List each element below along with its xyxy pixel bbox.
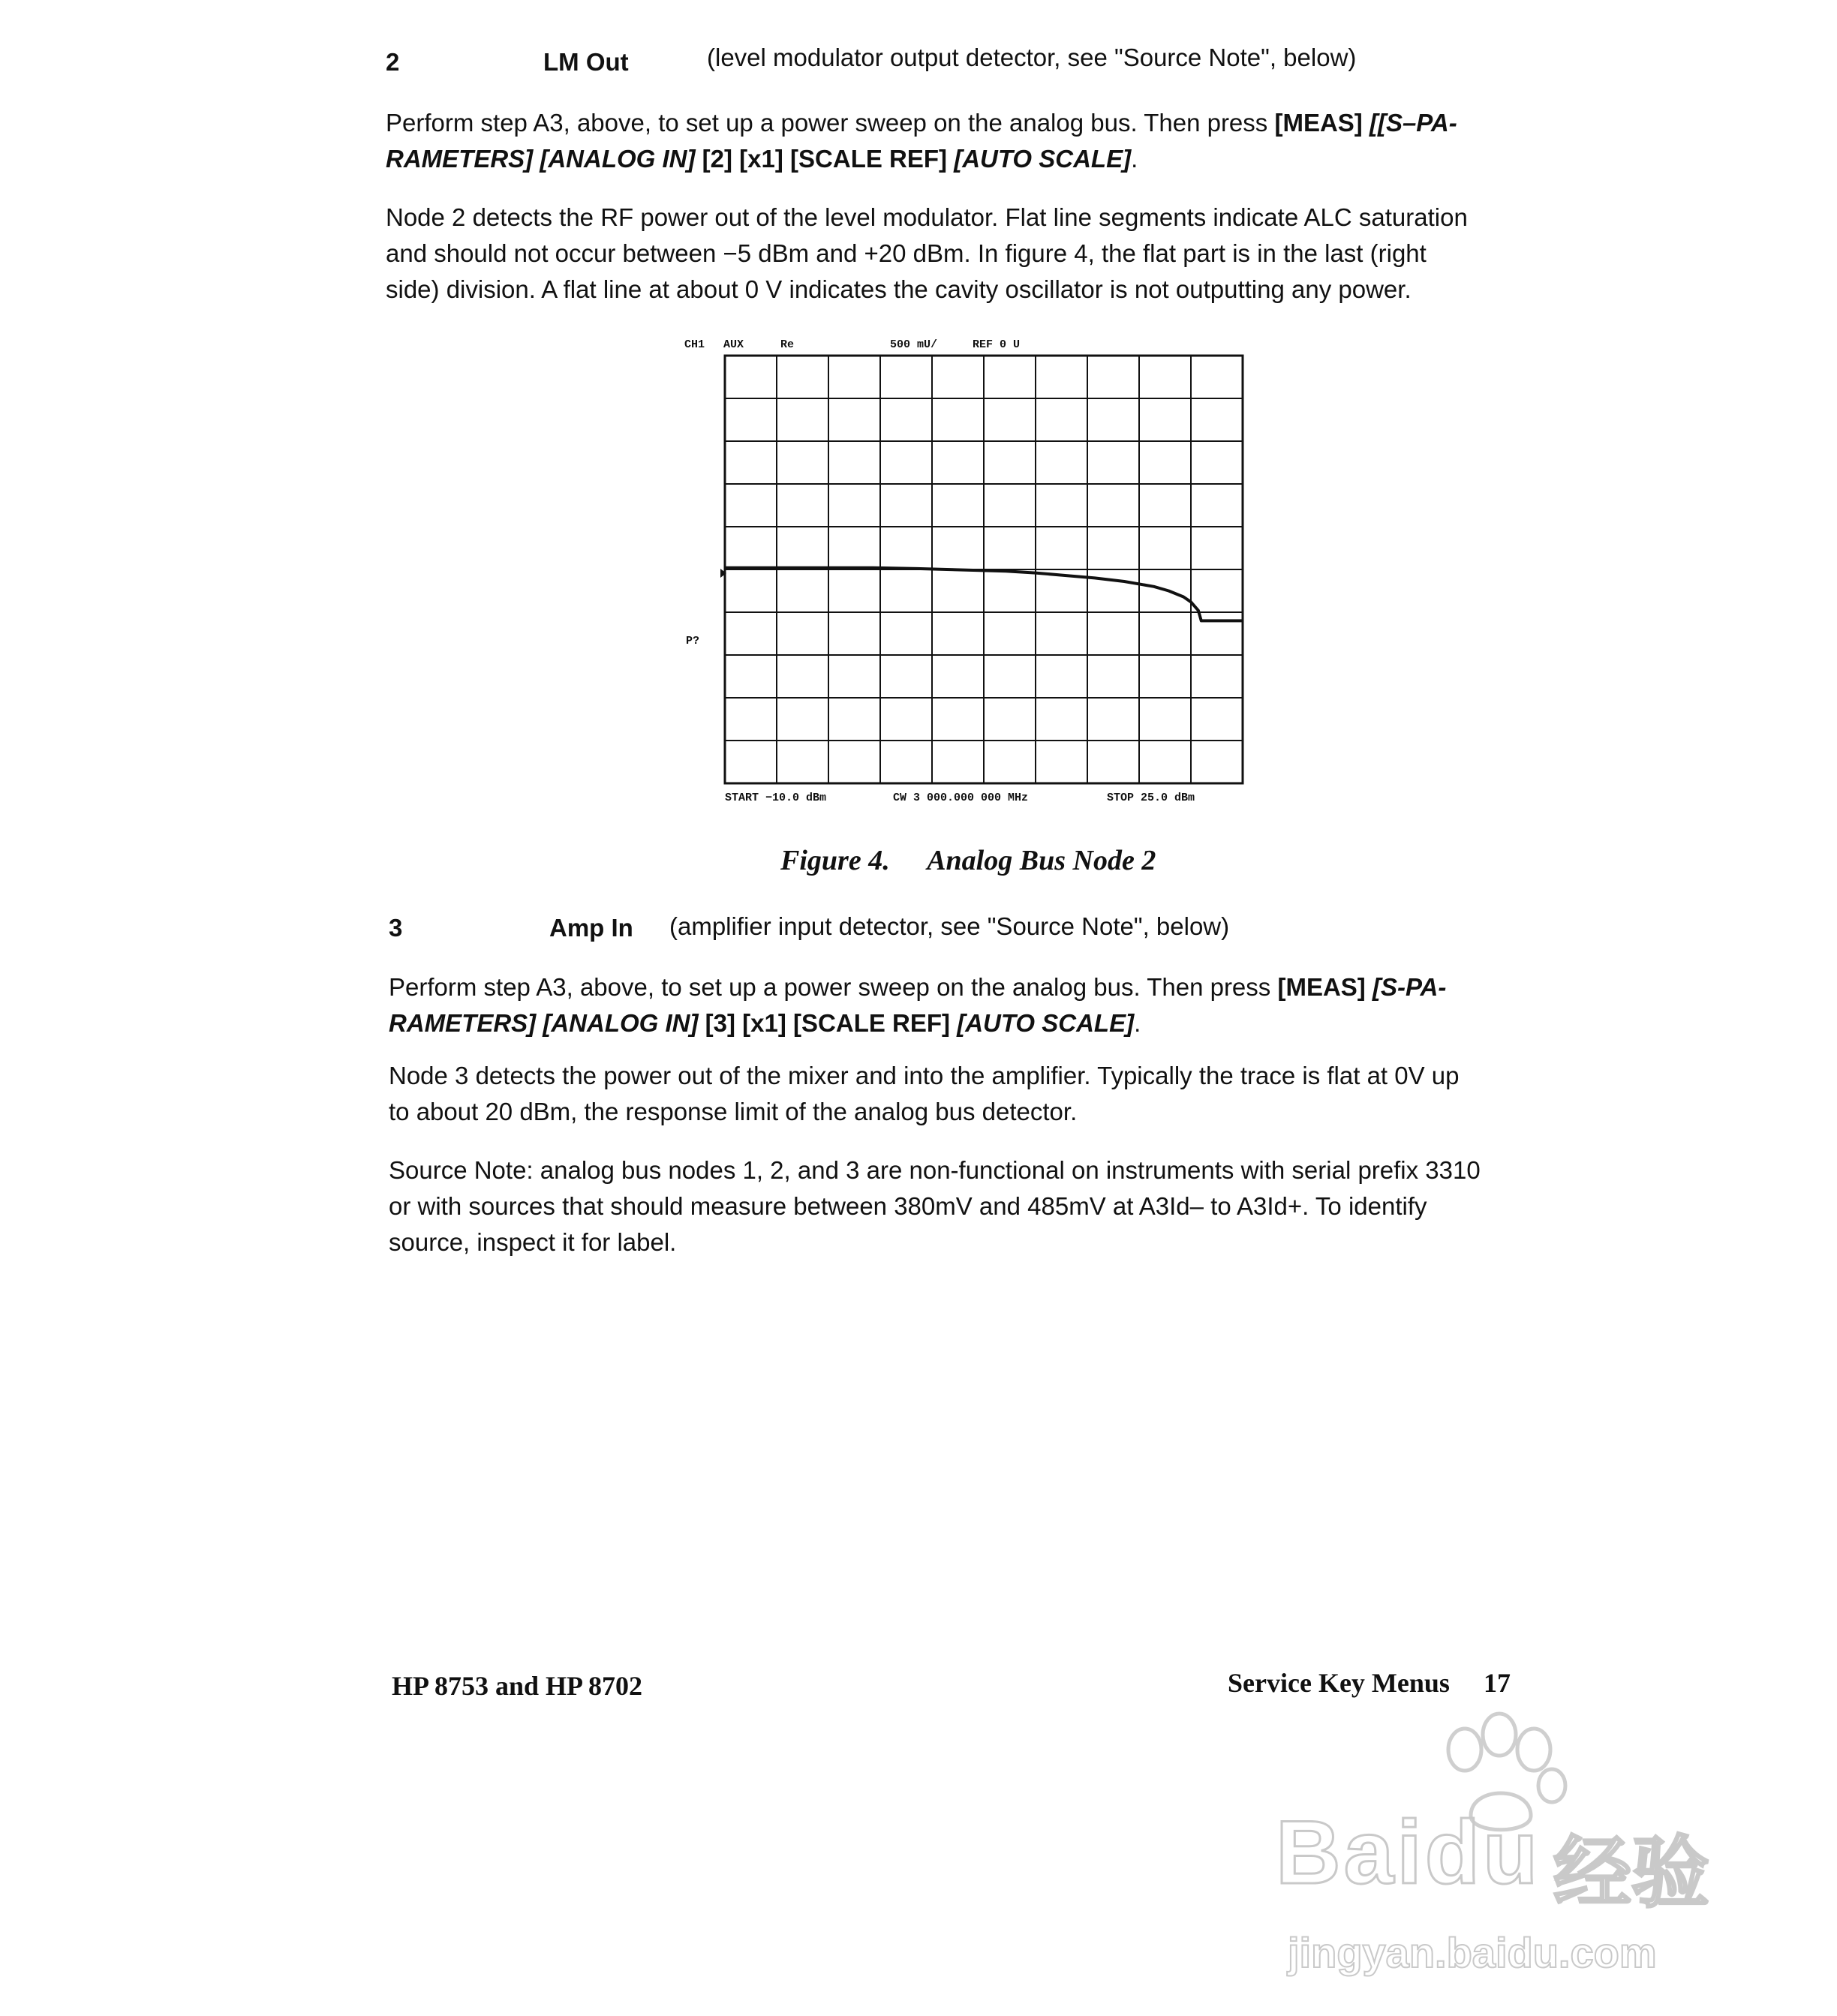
node-2-key: [2]	[702, 145, 732, 173]
s-parameters-key-part1: [S-PA-	[1372, 973, 1447, 1001]
source-note-line: or with sources that should measure between 380mV and 485mV at A3Id– to A3Id+. To identify	[389, 1192, 1427, 1220]
analog-in-key: [ANALOG IN]	[540, 145, 696, 173]
explanation-line: to about 20 dBm, the response limit of the analog bus detector.	[389, 1098, 1078, 1125]
x1-key: [x1]	[742, 1009, 786, 1037]
explanation-line: Node 3 detects the power out of the mixer and into the amplifier. Typically the trace is flat at 0V up	[389, 1062, 1460, 1089]
section-2-header	[386, 44, 1511, 81]
caption-label: Figure 4.	[780, 845, 890, 876]
s-parameters-key-part2: RAMETERS]	[386, 145, 534, 173]
header-scale: 500 mU/	[890, 338, 938, 351]
x1-key: [x1]	[739, 145, 783, 173]
scale-ref-key: [SCALE REF]	[793, 1009, 951, 1037]
s-parameters-key-part1: [[S–PA-	[1369, 109, 1457, 137]
chart-header	[684, 338, 1020, 351]
auto-scale-key: [AUTO SCALE]	[954, 145, 1132, 173]
section-2-name: LM Out	[543, 48, 629, 76]
watermark-url: jingyan.baidu.com	[1288, 1929, 1657, 1976]
footer-left: HP 8753 and HP 8702	[392, 1671, 643, 1701]
watermark-brand: Baidu	[1276, 1802, 1541, 1903]
source-note-line: source, inspect it for label.	[389, 1228, 677, 1256]
header-channel: CH1	[684, 338, 705, 351]
figure-4-chart	[675, 330, 1253, 810]
marker-label: P?	[686, 635, 700, 647]
source-note	[389, 1152, 1559, 1260]
section-3-explanation	[389, 1058, 1559, 1130]
explanation-line: Node 2 detects the RF power out of the level modulator. Flat line segments indicate ALC saturation	[386, 203, 1468, 231]
procedure-line-1	[386, 105, 1541, 141]
procedure-line-2	[389, 1005, 1544, 1041]
section-2-procedure	[386, 105, 1541, 177]
section-3-description: (amplifier input detector, see "Source Note", below)	[669, 912, 1230, 940]
footer-stop: STOP 25.0 dBm	[1107, 792, 1195, 804]
section-3-procedure	[389, 969, 1544, 1041]
section-3-name: Amp In	[549, 914, 633, 942]
header-aux: AUX	[723, 338, 744, 351]
section-3-header	[389, 914, 1514, 947]
footer-right	[1228, 1667, 1511, 1699]
procedure-line-2	[386, 141, 1541, 177]
procedure-text: Perform step A3, above, to set up a power sweep on the analog bus. Then press	[389, 973, 1278, 1001]
node-3-key: [3]	[705, 1009, 735, 1037]
analog-in-key: [ANALOG IN]	[543, 1009, 699, 1037]
procedure-end: .	[1134, 1009, 1141, 1037]
figure-caption	[780, 844, 1156, 877]
footer-start: START −10.0 dBm	[725, 792, 827, 804]
footer-section-title: Service Key Menus	[1228, 1668, 1450, 1698]
section-3-number: 3	[389, 914, 403, 942]
auto-scale-key: [AUTO SCALE]	[957, 1009, 1135, 1037]
meas-key: [MEAS]	[1274, 109, 1363, 137]
explanation-line: side) division. A flat line at about 0 V indicates the cavity oscillator is not outputting any power.	[386, 275, 1412, 303]
scale-ref-key: [SCALE REF]	[790, 145, 948, 173]
watermark-jingyan: 经验	[1553, 1827, 1710, 1918]
procedure-end: .	[1131, 145, 1138, 173]
meas-key: [MEAS]	[1277, 973, 1366, 1001]
section-2-number: 2	[386, 48, 400, 76]
chart-footer	[725, 792, 1195, 804]
source-note-line: Source Note: analog bus nodes 1, 2, and 3 are non-functional on instruments with serial prefix 3310	[389, 1156, 1481, 1184]
explanation-line: and should not occur between −5 dBm and +20 dBm. In figure 4, the flat part is in the last (right	[386, 239, 1427, 267]
baidu-watermark	[1276, 1711, 1741, 1996]
header-reference: REF 0 U	[973, 338, 1021, 351]
procedure-text: Perform step A3, above, to set up a power sweep on the analog bus. Then press	[386, 109, 1275, 137]
procedure-line-1	[389, 969, 1544, 1005]
header-format: Re	[780, 338, 795, 351]
section-2-explanation	[386, 200, 1556, 308]
caption-title: Analog Bus Node 2	[927, 845, 1156, 876]
page-number: 17	[1483, 1668, 1511, 1698]
section-2-description: (level modulator output detector, see "Source Note", below)	[707, 44, 1357, 71]
s-parameters-key-part2: RAMETERS]	[389, 1009, 537, 1037]
footer-cw: CW 3 000.000 000 MHz	[893, 792, 1029, 804]
